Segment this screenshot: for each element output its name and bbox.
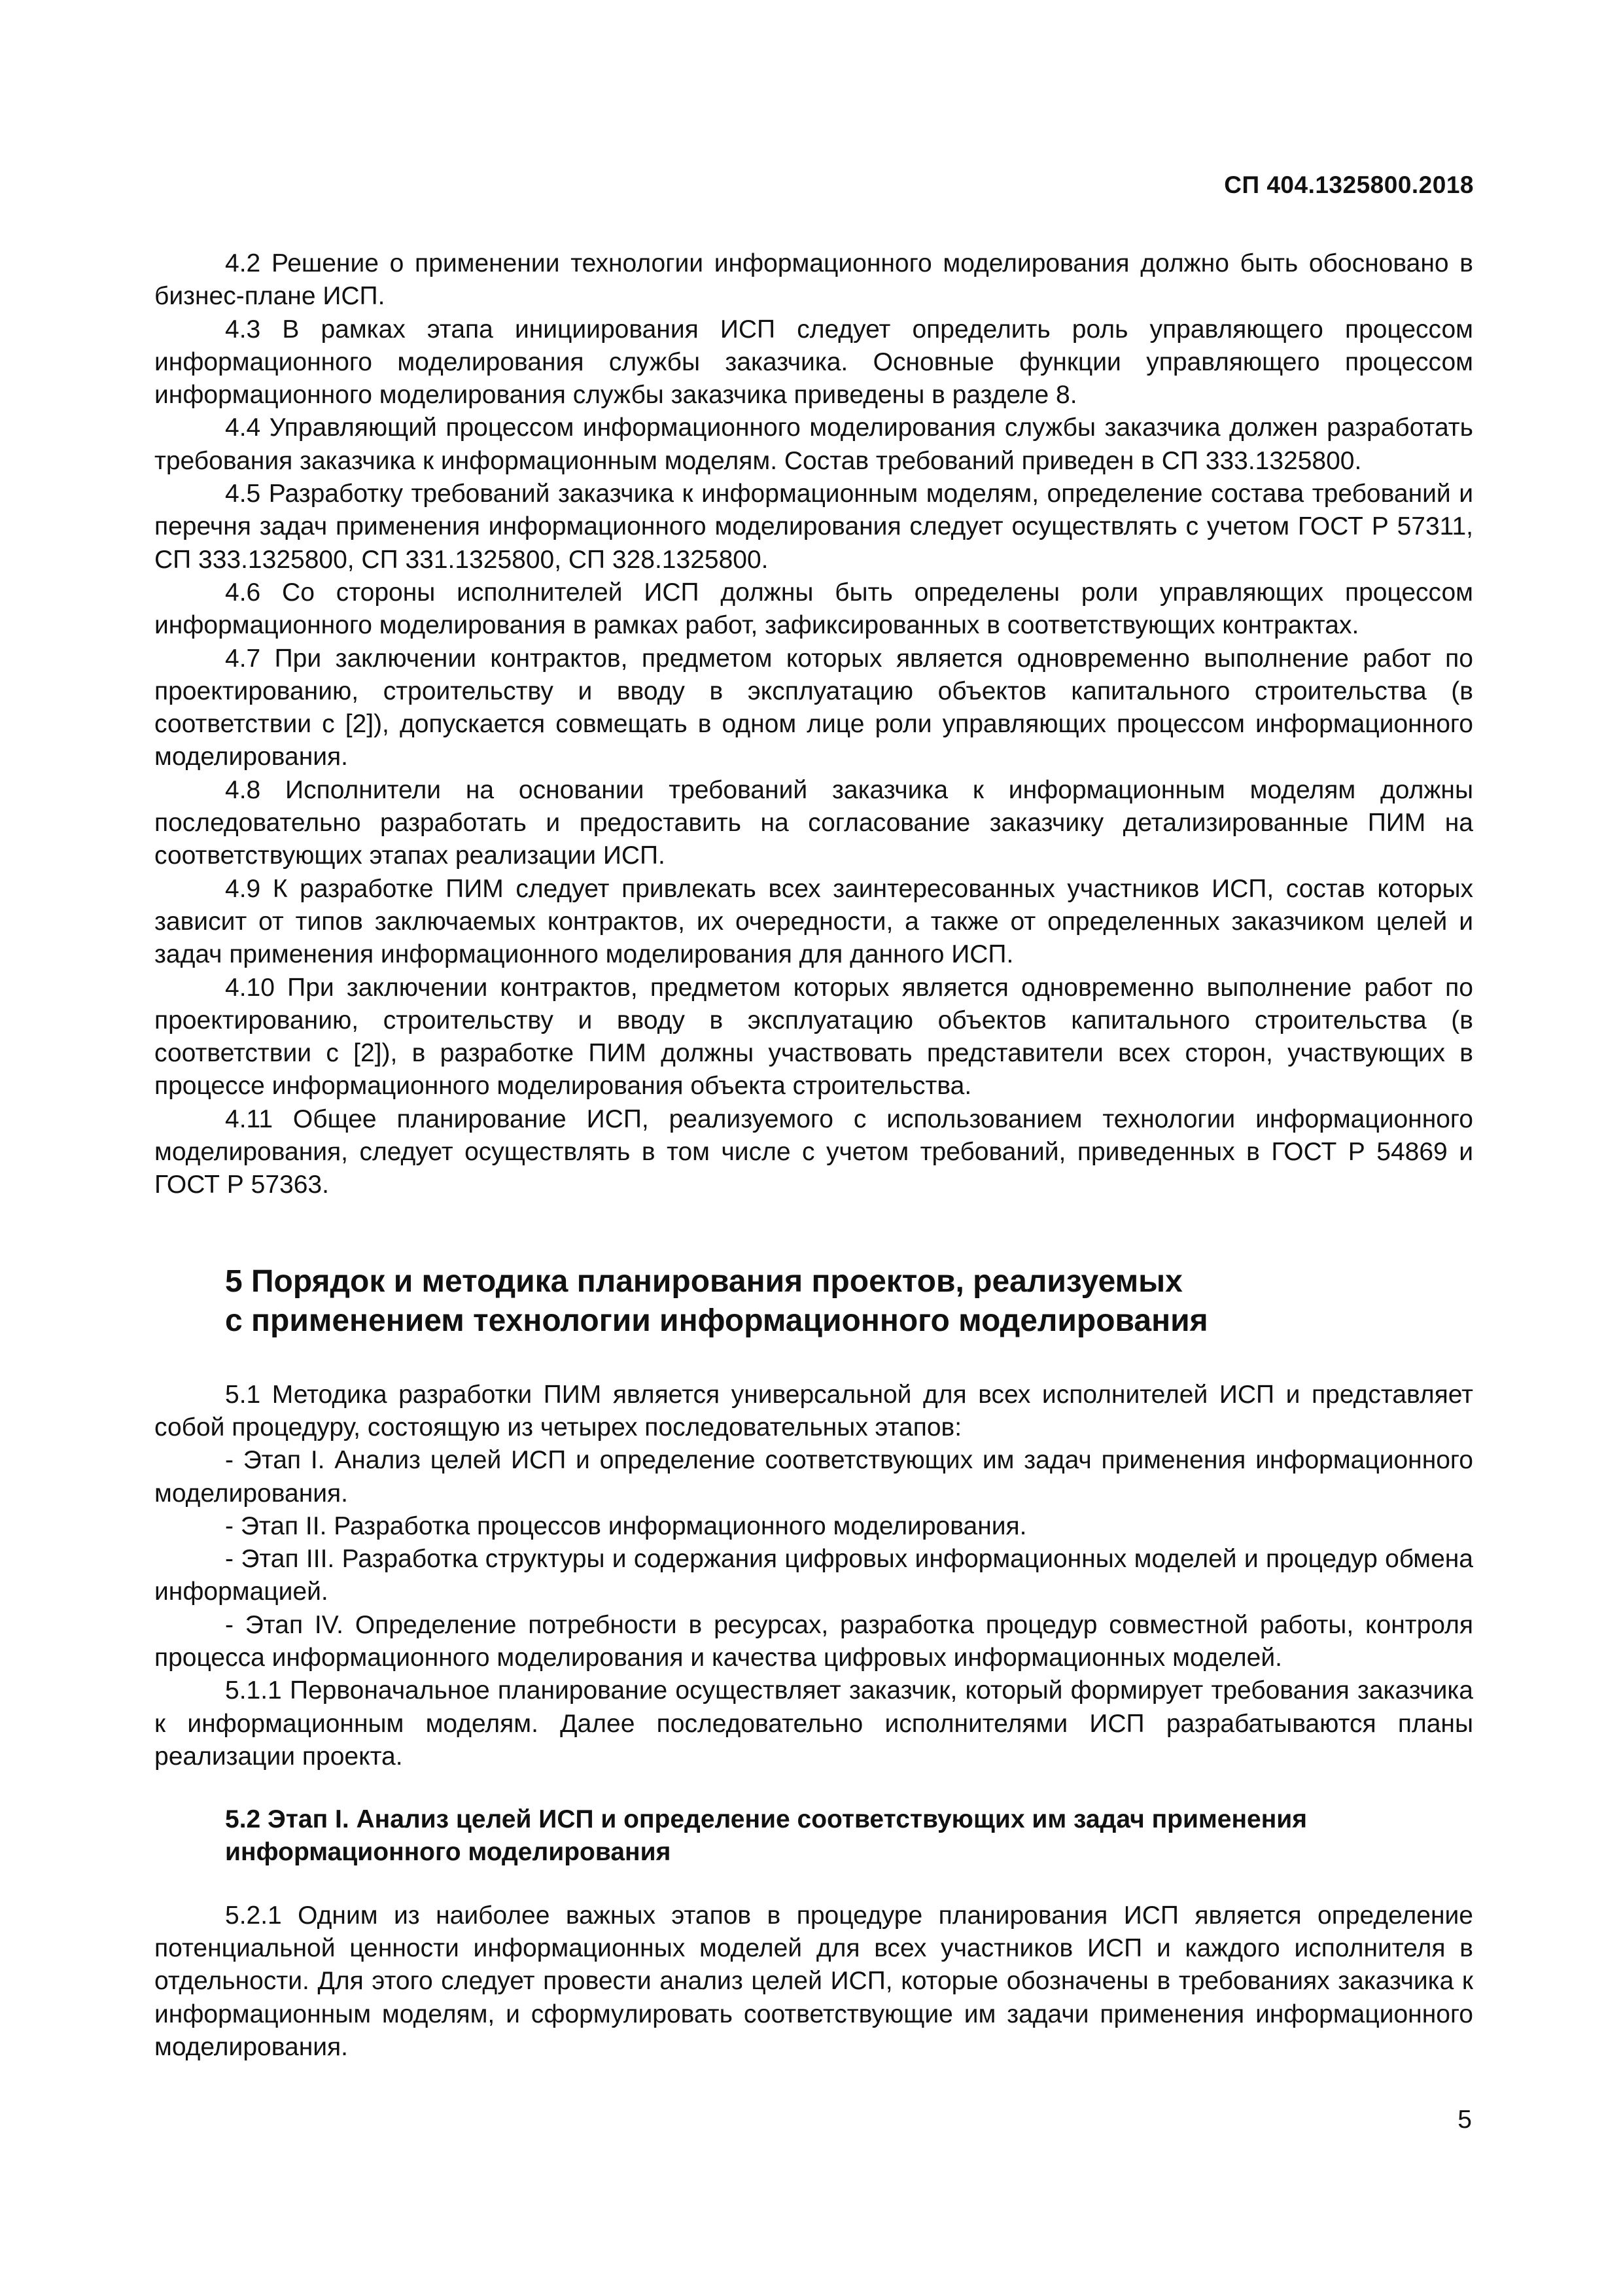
paragraph-5-1: 5.1 Методика разработки ПИМ является универсальной для всех исполнителей ИСП и представляет собой процедуру, состоящую из четырех последовательных этапов: — [154, 1380, 1473, 1441]
subsection-5-2-heading-line2: информационного моделирования — [225, 1838, 671, 1867]
paragraph-4-7: 4.7 При заключении контрактов, предметом которых является одновременно выполнение работ по проектированию, строительству и вводу в эксплуатацию объектов капитального строительства (в соответствии с [2]), допускается совмещать в одном лице роли управляющих процессом информационного моделирования. — [154, 644, 1473, 771]
section-5-heading-line1: 5 Порядок и методика планирования проектов, реализуемых — [225, 1263, 1183, 1299]
stage-3-item: - Этап III. Разработка структуры и содержания цифровых информационных моделей и процедур обмена информацией. — [154, 1545, 1473, 1606]
paragraph-4-9: 4.9 К разработке ПИМ следует привлекать всех заинтересованных участников ИСП, состав которых зависит от типов заключаемых контрактов, их очередности, а также от определенных заказчиком целей и задач применения информационного моделирования для данного ИСП. — [154, 874, 1473, 969]
document-code: СП 404.1325800.2018 — [1224, 171, 1474, 198]
paragraph-4-6: 4.6 Со стороны исполнителей ИСП должны быть определены роли управляющих процессом информационного моделирования в рамках работ, зафиксированных в соответствующих контрактах. — [154, 578, 1473, 640]
subsection-5-2-heading-line1: 5.2 Этап I. Анализ целей ИСП и определение соответствующих им задач применения — [225, 1805, 1307, 1834]
paragraph-4-8: 4.8 Исполнители на основании требований заказчика к информационным моделям должны последовательно разработать и предоставить на согласование заказчику детализированные ПИМ на соответствующих этапах реализации ИСП. — [154, 775, 1473, 870]
stage-2-item: - Этап II. Разработка процессов информационного моделирования. — [225, 1511, 1027, 1540]
page-content — [154, 247, 1473, 2064]
paragraph-5-1-1: 5.1.1 Первоначальное планирование осуществляет заказчик, который формирует требования заказчика к информационным моделям. Далее последовательно исполнителями ИСП разрабатываются планы реализации проекта. — [154, 1676, 1473, 1771]
subsection-5-2-heading — [154, 1803, 1473, 1869]
stage-1-item: - Этап I. Анализ целей ИСП и определение соответствующих им задач применения информационного моделирования. — [154, 1446, 1473, 1508]
paragraph-4-10: 4.10 При заключении контрактов, предметом которых является одновременно выполнение работ по проектированию, строительству и вводу в эксплуатацию объектов капитального строительства (в соответствии с [2]), в разработке ПИМ должны участвовать представители всех сторон, участвующих в процессе информационного моделирования объекта строительства. — [154, 973, 1473, 1101]
section-5-heading — [154, 1262, 1473, 1341]
paragraph-5-2-1: 5.2.1 Одним из наиболее важных этапов в процедуре планирования ИСП является определение потенциальной ценности информационных моделей для всех участников ИСП и каждого исполнителя в отдельности. Для этого следует провести анализ целей ИСП, которые обозначены в требованиях заказчика к информационным моделям, и сформулировать соответствующие им задачи применения информационного моделирования. — [154, 1901, 1473, 2061]
section-5-heading-line2: с применением технологии информационного моделирования — [225, 1303, 1208, 1338]
paragraph-4-5: 4.5 Разработку требований заказчика к информационным моделям, определение состава требований и перечня задач применения информационного моделирования следует осуществлять с учетом ГОСТ Р 57311, СП 333.1325800, СП 331.1325800, СП 328.1325800. — [154, 480, 1473, 574]
stage-4-item: - Этап IV. Определение потребности в ресурсах, разработка процедур совместной работы, контроля процесса информационного моделирования и качества цифровых информационных моделей. — [154, 1610, 1473, 1672]
page-number: 5 — [1457, 2106, 1472, 2134]
paragraph-4-4: 4.4 Управляющий процессом информационного моделирования службы заказчика должен разработать требования заказчика к информационным моделям. Состав требований приведен в СП 333.1325800. — [154, 414, 1473, 475]
paragraph-4-3: 4.3 В рамках этапа инициирования ИСП следует определить роль управляющего процессом информационного моделирования службы заказчика. Основные функции управляющего процессом информационного моделирования службы заказчика приведены в разделе 8. — [154, 315, 1473, 410]
paragraph-4-11: 4.11 Общее планирование ИСП, реализуемого с использованием технологии информационного моделирования, следует осуществлять в том числе с учетом требований, приведенных в ГОСТ Р 54869 и ГОСТ Р 57363. — [154, 1104, 1473, 1199]
paragraph-4-2: 4.2 Решение о применении технологии информационного моделирования должно быть обосновано в бизнес-плане ИСП. — [154, 249, 1473, 311]
